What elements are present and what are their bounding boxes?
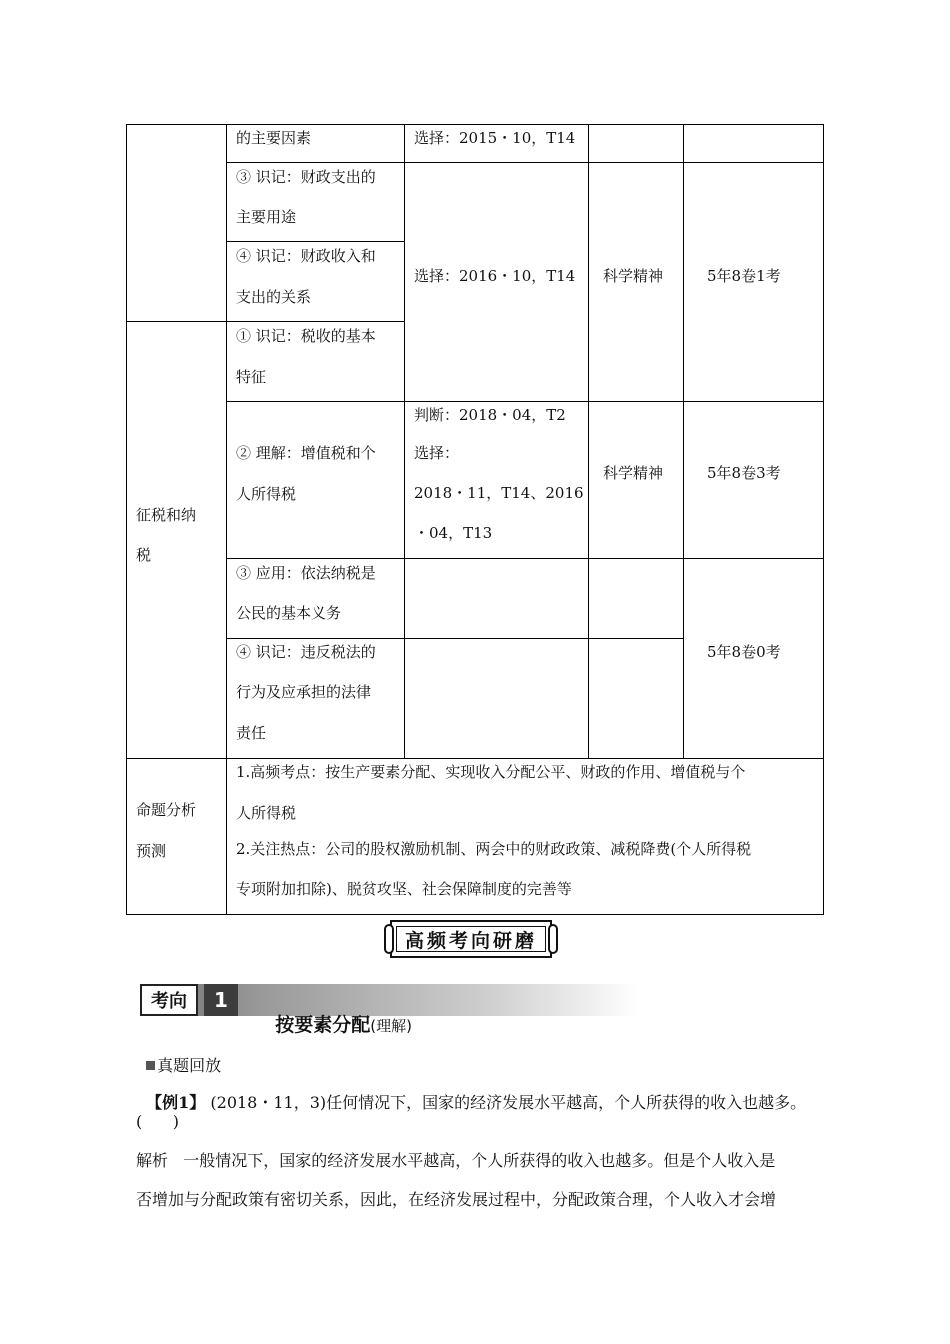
scroll-right-icon: [548, 924, 558, 954]
example-question-text: (2018・11，3)任何情况下，国家的经济发展水平越高，个人所获得的收入也越多。: [205, 1093, 807, 1112]
table-cell: 主要用途: [236, 208, 297, 226]
table-cell: 责任: [236, 724, 267, 742]
table-border-left: [126, 124, 127, 915]
table-cell: 的主要因素: [236, 129, 312, 147]
table-cell: 选择：2016・10，T14: [414, 267, 576, 285]
col-divider: [588, 124, 589, 758]
table-cell: 行为及应承担的法律: [236, 683, 372, 701]
table-cell: 5年8卷1考: [707, 267, 781, 285]
table-cell: 税: [136, 546, 152, 564]
table-cell: ④ 识记：违反税法的: [236, 643, 376, 661]
table-cell: 选择：2015・10，T14: [414, 129, 576, 147]
topic-subtitle: (理解): [370, 1017, 412, 1035]
table-cell: 判断：2018・04，T2: [414, 406, 566, 424]
table-cell: ② 理解：增值税和个: [236, 444, 376, 462]
table-cell: ③ 识记：财政支出的: [236, 168, 376, 186]
table-border-bottom: [126, 914, 824, 915]
table-cell: ① 识记：税收的基本: [236, 327, 376, 345]
topic-number: 1: [204, 984, 238, 1016]
table-cell: 预测: [136, 842, 167, 860]
table-cell: 5年8卷3考: [707, 464, 781, 482]
section-label-text: 真题回放: [157, 1056, 222, 1075]
col-divider: [226, 124, 227, 915]
section-label: [136, 1036, 221, 1076]
table-cell: 命题分析: [136, 801, 197, 819]
table-border-right: [823, 124, 824, 915]
answer-blank: ( ): [136, 1112, 179, 1131]
col-divider: [404, 124, 405, 758]
example-question: [136, 1073, 806, 1113]
row-divider: [126, 321, 226, 322]
table-cell: 人所得税: [236, 485, 297, 503]
banner-title: 高频考向研磨: [396, 926, 546, 952]
table-cell: 科学精神: [603, 464, 664, 482]
table-cell: ④ 识记：财政收入和: [236, 247, 376, 265]
scroll-left-icon: [384, 924, 394, 954]
table-cell: 选择：: [414, 444, 460, 462]
table-cell: ・04，T13: [414, 524, 493, 542]
table-cell: 5年8卷0考: [707, 643, 781, 661]
topic-title: [262, 988, 412, 1037]
topic-title-text: 按要素分配: [275, 1014, 371, 1036]
analysis-line: 否增加与分配政策有密切关系，因此，在经济发展过程中，分配政策合理，个人收入才会增: [136, 1190, 777, 1209]
example-tag: 【例1】: [146, 1093, 206, 1112]
table-cell: 征税和纳: [136, 506, 197, 524]
col-divider: [683, 124, 684, 758]
table-cell: 2018・11，T14、2016: [414, 484, 584, 502]
square-bullet-icon: [146, 1061, 155, 1070]
table-cell: 特征: [236, 368, 267, 386]
analysis-line: 解析 一般情况下，国家的经济发展水平越高，个人所获得的收入也越多。但是个人收入是: [136, 1151, 776, 1170]
table-cell: ③ 应用：依法纳税是: [236, 564, 376, 582]
table-cell: 2.关注热点：公司的股权激励机制、两会中的财政政策、减税降费(个人所得税: [236, 840, 752, 858]
table-cell: 支出的关系: [236, 288, 312, 306]
table-cell: 1.高频考点：按生产要素分配、实现收入分配公平、财政的作用、增值税与个: [236, 763, 746, 781]
section-banner: [390, 920, 552, 958]
topic-tag: 考向: [140, 984, 198, 1016]
table-cell: 公民的基本义务: [236, 604, 342, 622]
table-cell: 人所得税: [236, 804, 297, 822]
table-cell: 科学精神: [603, 267, 664, 285]
table-cell: 专项附加扣除)、脱贫攻坚、社会保障制度的完善等: [236, 880, 572, 898]
